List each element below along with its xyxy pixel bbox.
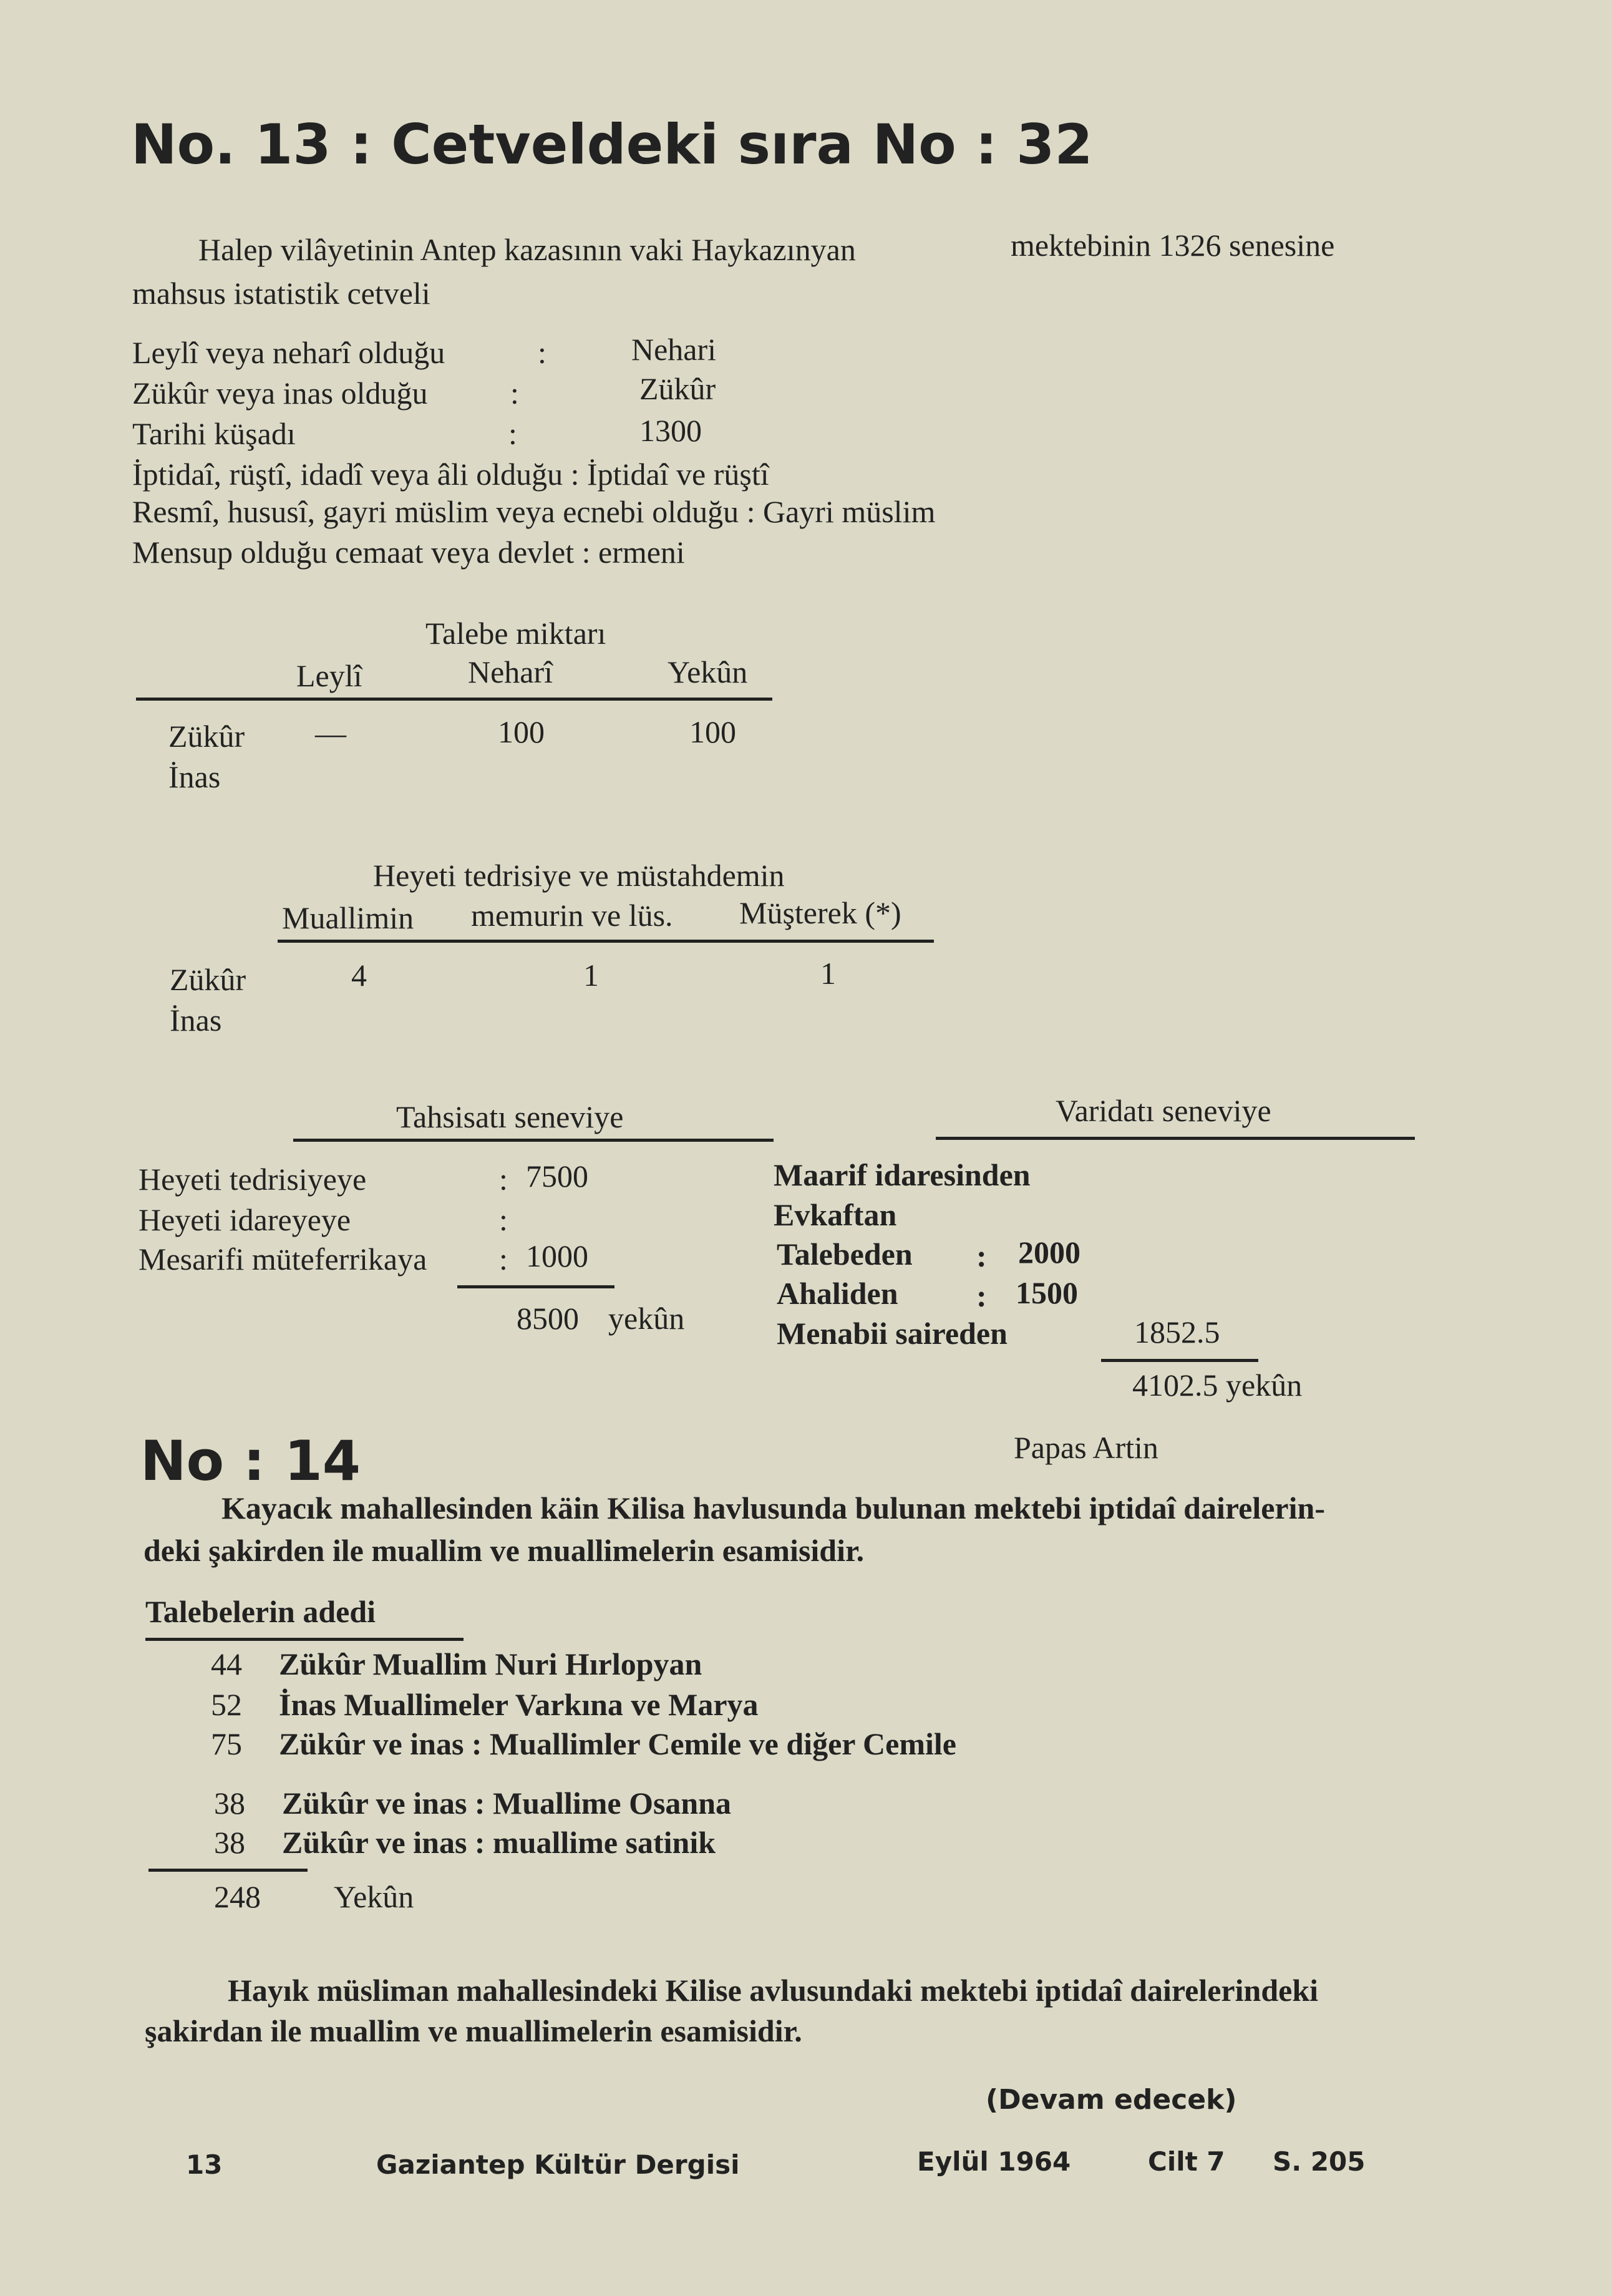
revenue-value: 1852.5 — [1134, 1315, 1220, 1350]
revenue-colon: : — [976, 1278, 987, 1313]
footer-issue: S. 205 — [1273, 2146, 1366, 2177]
revenue-value: 1500 — [1016, 1275, 1078, 1310]
property-value: Zükûr — [639, 371, 716, 406]
revenues-total: 4102.5 yekûn — [1132, 1368, 1303, 1403]
list-item: İnas Muallimeler Varkına ve Marya — [279, 1687, 759, 1722]
students-cell: — — [315, 716, 346, 751]
property-line: Resmî, hususî, gayri müslim veya ecnebi olduğu : Gayri müslim — [132, 494, 936, 529]
allocation-label: Heyeti idareyeye — [138, 1202, 351, 1237]
revenues-total-rule — [1101, 1359, 1258, 1362]
revenues-title: Varidatı seneviye — [1056, 1093, 1271, 1128]
footer-date: Eylül 1964 — [917, 2146, 1071, 2177]
property-colon: : — [538, 335, 546, 370]
page-heading: No. 13 : Cetveldeki sıra No : 32 — [131, 112, 1093, 177]
staff-col-header: memurin ve lüs. — [471, 898, 673, 933]
staff-table-rule — [278, 940, 934, 943]
staff-cell: 1 — [583, 958, 599, 993]
students-row-label: Zükûr — [168, 719, 245, 754]
list-item: Zükûr ve inas : muallime satinik — [282, 1825, 716, 1860]
students-cell: 100 — [498, 714, 545, 749]
revenue-colon: : — [976, 1238, 987, 1273]
list-item: Zükûr ve inas : Muallime Osanna — [282, 1786, 732, 1821]
revenues-rule — [936, 1137, 1415, 1140]
intro-line2: mahsus istatistik cetveli — [132, 276, 430, 311]
staff-col-header: Muallimin — [282, 900, 414, 935]
revenue-label: Talebeden — [777, 1237, 913, 1272]
property-label: Leylî veya neharî olduğu — [132, 335, 445, 370]
property-colon: : — [508, 416, 517, 451]
paragraph-line: Hayık müsliman mahallesindeki Kilise avlusundaki mektebi iptidaî dairelerindeki — [228, 1973, 1319, 2008]
staff-cell: 1 — [820, 956, 836, 991]
list-total-count: 248 — [214, 1879, 261, 1914]
revenue-label: Evkaftan — [774, 1197, 897, 1232]
allocation-label: Mesarifi müteferrikaya — [138, 1242, 427, 1277]
staff-table-title: Heyeti tedrisiye ve müstahdemin — [373, 858, 785, 893]
students-col-header: Neharî — [468, 654, 553, 689]
intro-line1-b: mektebinin 1326 senesine — [1011, 228, 1335, 263]
allocation-colon: : — [499, 1202, 508, 1237]
list-title-rule — [145, 1638, 464, 1641]
revenue-label: Ahaliden — [777, 1276, 898, 1311]
list-total-label: Yekûn — [334, 1879, 414, 1914]
paragraph-line: deki şakirden ile muallim ve muallimelerin esamisidir. — [143, 1533, 865, 1568]
allocations-total-label: yekûn — [608, 1301, 685, 1336]
students-col-header: Yekûn — [668, 654, 748, 689]
property-label: Zükûr veya inas olduğu — [132, 376, 428, 411]
students-row-label: İnas — [168, 759, 221, 794]
section-heading: No : 14 — [140, 1429, 361, 1493]
staff-cell: 4 — [351, 958, 367, 993]
revenue-value: 2000 — [1018, 1235, 1080, 1270]
signature: Papas Artin — [1014, 1430, 1158, 1465]
allocation-colon: : — [499, 1242, 508, 1277]
list-item: Zükûr Muallim Nuri Hırlopyan — [279, 1647, 702, 1681]
list-count: 38 — [214, 1825, 245, 1860]
allocations-total-value: 8500 — [517, 1301, 579, 1336]
allocation-value: 7500 — [526, 1159, 588, 1194]
list-title: Talebelerin adedi — [145, 1594, 376, 1629]
paragraph-line: Kayacık mahallesinden käin Kilisa havlusunda bulunan mektebi iptidaî dairelerin- — [221, 1491, 1325, 1525]
property-line: İptidaî, rüştî, idadî veya âli olduğu : İptidaî ve rüştî — [132, 457, 769, 492]
students-table-rule — [136, 698, 772, 701]
students-table-title: Talebe miktarı — [425, 616, 606, 651]
list-count: 75 — [211, 1726, 242, 1761]
property-value: 1300 — [639, 413, 702, 448]
property-label: Tarihi küşadı — [132, 416, 296, 451]
footer-volume: Cilt 7 — [1148, 2146, 1225, 2177]
allocation-colon: : — [499, 1162, 508, 1197]
revenue-label: Menabii saireden — [777, 1316, 1008, 1351]
list-total-rule — [148, 1869, 308, 1872]
students-col-header: Leylî — [296, 658, 362, 693]
list-count: 38 — [214, 1786, 245, 1821]
footer-journal: Gaziantep Kültür Dergisi — [376, 2149, 740, 2180]
staff-row-label: Zükûr — [170, 962, 246, 997]
allocations-total-rule — [457, 1285, 614, 1288]
allocation-label: Heyeti tedrisiyeye — [138, 1162, 367, 1197]
allocations-rule — [293, 1139, 774, 1142]
intro-line1-a: Halep vilâyetinin Antep kazasının vaki Haykazınyan — [198, 232, 856, 267]
list-count: 44 — [211, 1647, 242, 1681]
revenue-label: Maarif idaresinden — [774, 1157, 1031, 1192]
list-item: Zükûr ve inas : Muallimler Cemile ve diğer Cemile — [279, 1726, 956, 1761]
continued-note: (Devam edecek) — [986, 2084, 1237, 2116]
property-colon: : — [510, 376, 519, 411]
staff-col-header: Müşterek (*) — [739, 895, 901, 930]
staff-row-label: İnas — [170, 1003, 222, 1038]
students-cell: 100 — [689, 714, 736, 749]
paragraph-line: şakirdan ile muallim ve muallimelerin esamisidir. — [145, 2013, 802, 2048]
footer-page-left: 13 — [186, 2149, 223, 2180]
property-line: Mensup olduğu cemaat veya devlet : ermeni — [132, 535, 685, 570]
allocations-title: Tahsisatı seneviye — [396, 1099, 624, 1134]
list-count: 52 — [211, 1687, 242, 1722]
property-value: Nehari — [631, 332, 717, 367]
allocation-value: 1000 — [526, 1238, 588, 1273]
